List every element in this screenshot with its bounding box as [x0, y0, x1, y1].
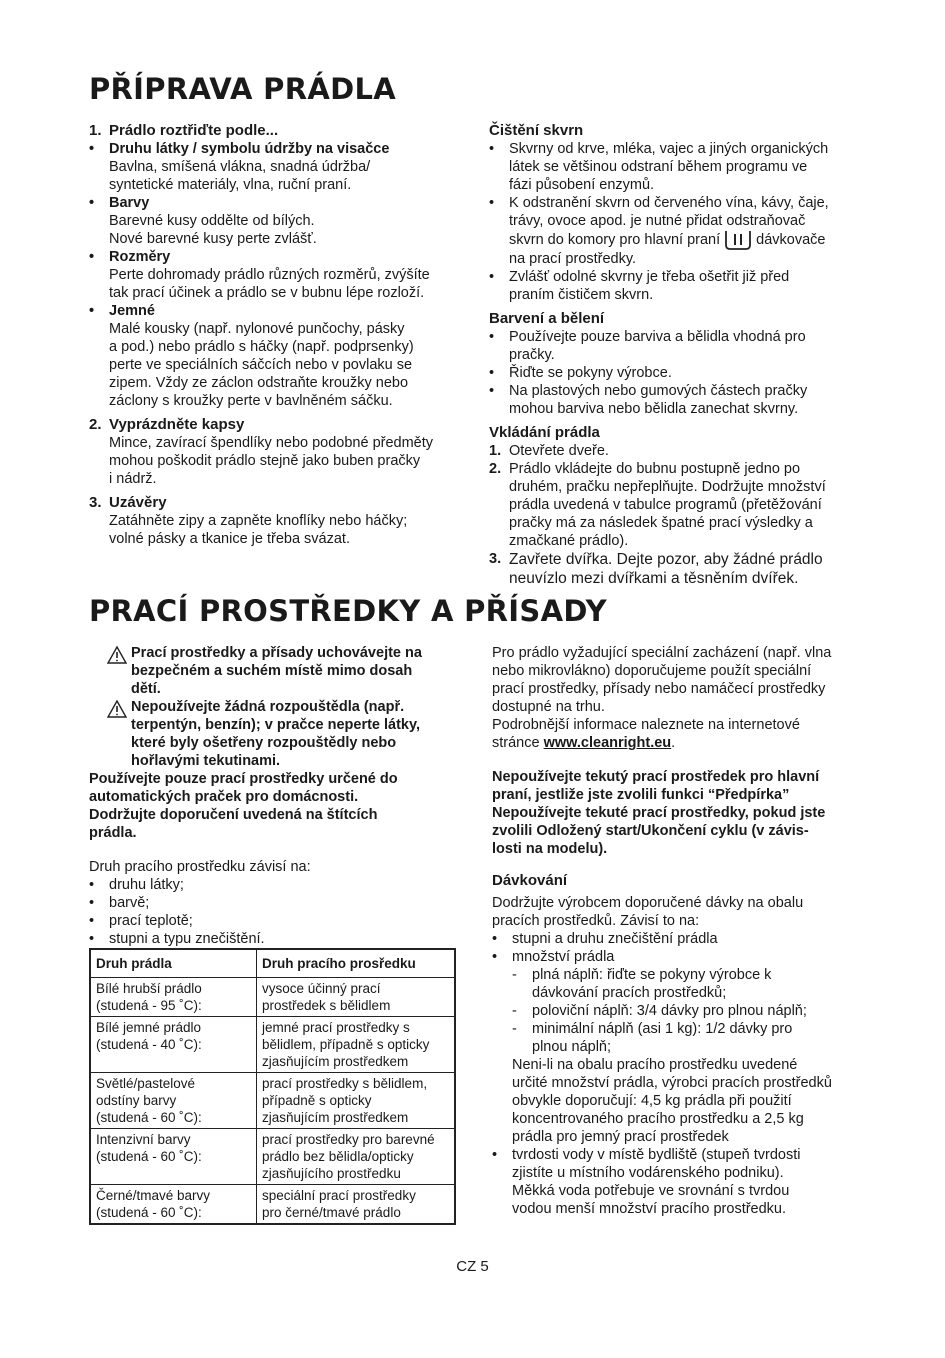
text-line: Nepoužívejte tekutý prací prostředek pro hlavní: [492, 769, 820, 785]
text-line: vodou menší množství pracího prostředku.: [512, 1201, 787, 1217]
table-cell: [257, 1073, 456, 1129]
text-line: trávy, ovoce apod. je nutné přidat odstraňovač: [509, 213, 806, 229]
list-item: • barvě;: [89, 895, 150, 911]
detergents-right-column: [492, 644, 864, 1218]
main-wash-compartment-icon: [724, 230, 752, 250]
warning-solvents: [89, 698, 459, 770]
table-cell: [90, 978, 257, 1017]
text-line: neuvízlo mezi dvířkami a těsněním dvířek.: [509, 570, 799, 587]
text-line: které byly ošetřeny rozpouštědly nebo: [131, 735, 397, 751]
text-line: poloviční náplň: 3/4 dávky pro plnou náplň;: [532, 1003, 807, 1019]
sub-list-item: - poloviční náplň: 3/4 dávky pro plnou náplň;: [492, 1002, 864, 1020]
page-number: CZ 5: [456, 1258, 489, 1275]
list-item: • množství prádla: [492, 949, 615, 965]
text-line: perte ve speciálních sáčcích nebo v povlaku se: [109, 357, 413, 373]
text-line: zjasňujícím prostředkem: [262, 1054, 409, 1069]
text-line: mohou poškodit prádlo stejně jako buben pračky: [109, 453, 421, 469]
text-line: zjistíte u místního vodárenského podniku).: [512, 1165, 784, 1181]
list-item: • Skvrny od krve, mléka, vajec a jiných organických látek se většinou odstraní během programu ve fázi působení enzymů.: [489, 140, 864, 194]
loading-heading: Vkládání prádla: [489, 424, 600, 441]
step-title-sort: Prádlo roztřiďte podle...: [109, 122, 279, 139]
table-cell: [257, 978, 456, 1017]
sub-list-item: - minimální náplň (asi 1 kg): 1/2 dávky pro plnou náplň;: [492, 1020, 864, 1056]
text-line: Mince, zavírací špendlíky nebo podobné předměty: [109, 435, 434, 451]
table-cell: [90, 1185, 257, 1225]
text-line: Bílé hrubší prádlo: [96, 981, 202, 996]
text-line: zjasňujícího prostředku: [262, 1166, 401, 1181]
list-item: • Rozměry Perte dohromady prádlo různých rozměrů, zvýšíte tak prací účinek a prádlo se v bubnu lépe rozloží.: [89, 248, 469, 302]
text-line: Nepoužívejte žádná rozpouštědla (např.: [131, 699, 405, 715]
text-line: záclony s kroužky perte v bavlněném sáčku.: [109, 393, 393, 409]
table-row: [90, 1185, 455, 1225]
text-line: Intenzivní barvy: [96, 1132, 191, 1147]
text-line: plnou náplň;: [532, 1039, 612, 1055]
text-line: Zavřete dvířka. Dejte pozor, aby žádné prádlo: [509, 551, 823, 568]
table-row: [90, 1017, 455, 1073]
pockets-text: [89, 434, 469, 488]
text-line: plná náplň: řiďte se pokyny výrobce k: [532, 967, 772, 983]
text-line: Barevné kusy oddělte od bílých.: [109, 213, 315, 229]
text-line: speciální prací prostředky: [262, 1188, 416, 1203]
table-row: [90, 978, 455, 1017]
table-header: Druh prádla: [90, 949, 257, 978]
text-line: praní, jestliže jste zvolili funkci “Předpírka”: [492, 787, 790, 803]
criterion-heading: Rozměry: [109, 249, 171, 265]
dosage-heading: Dávkování: [492, 872, 568, 889]
criterion-heading: Druhu látky / symbolu údržby na visačce: [109, 141, 390, 157]
text-line: Prádlo vkládejte do bubnu postupně jedno po: [509, 461, 801, 477]
text-line: automatických praček pro domácnosti.: [89, 789, 359, 805]
text-line: minimální náplň (asi 1 kg): 1/2 dávky pro: [532, 1021, 793, 1037]
text-line: Malé kousky (např. nylonové punčochy, pásky: [109, 321, 405, 337]
text-line: vysoce účinný prací: [262, 981, 381, 996]
text-line: Dodržujte doporučení uvedená na štítcích: [89, 807, 378, 823]
text-line: pro černé/tmavé prádlo: [262, 1205, 401, 1220]
laundry-prep-right-column: [489, 122, 864, 588]
table-cell: [257, 1129, 456, 1185]
warning-triangle-icon: [107, 646, 127, 664]
text-line: Neni-li na obalu pracího prostředku uvedené: [512, 1057, 798, 1073]
text-line: skvrn do komory pro hlavní praní dávkovače: [509, 230, 864, 250]
text-line: zipem. Vždy ze záclon odstraňte kroužky nebo: [109, 375, 409, 391]
cleanright-link[interactable]: www.cleanright.eu: [543, 735, 672, 751]
text-line: (studená - 95 ˚C):: [96, 998, 202, 1013]
list-item: • tvrdosti vody v místě bydliště (stupeň tvrdosti zjistíte u místního vodárenského podniku). Měkká voda potřebuje ve srovnání s tvrdou vodou menší množství pracího prostředku.: [492, 1146, 864, 1218]
section-title-laundry-prep: PŘÍPRAVA PRÁDLA: [89, 72, 396, 106]
text-line: (studená - 60 ˚C):: [96, 1149, 202, 1164]
text-line: K odstranění skvrn od červeného vína, kávy, čaje,: [509, 195, 829, 211]
text-line: Otevřete dveře.: [509, 443, 609, 459]
table-row: [90, 1073, 455, 1129]
section-title-detergents: PRACÍ PROSTŘEDKY A PŘÍSADY: [89, 594, 607, 628]
text-line: prádla.: [89, 825, 137, 841]
table-cell: [90, 1129, 257, 1185]
text-line: fázi působení enzymů.: [509, 177, 655, 193]
depends-list: [89, 876, 459, 948]
text-line: Bavlna, smíšená vlákna, snadná údržba/: [109, 159, 371, 175]
text-line: Perte dohromady prádlo různých rozměrů, zvýšíte: [109, 267, 430, 283]
dosage-note: [492, 1056, 864, 1146]
table-row: [90, 1129, 455, 1185]
table-header: Druh pracího prosředku: [257, 949, 456, 978]
text-line: i nádrž.: [109, 471, 157, 487]
dye-heading: Barvení a bělení: [489, 310, 605, 327]
step-title-closures: Uzávěry: [109, 494, 167, 511]
step-number: 3.: [89, 494, 102, 511]
list-item: • Zvlášť odolné skvrny je třeba ošetřit již před praním čističem skvrn.: [489, 268, 864, 304]
stains-heading: Čištění skvrn: [489, 122, 584, 139]
text-line: pračky.: [509, 347, 555, 363]
text-line: volné pásky a tkanice je třeba svázat.: [109, 531, 350, 547]
text-line: prádla pro jemný prací prostředek: [512, 1129, 729, 1145]
text-line: koncentrovaného pracího prostředku a 2,5 kg: [512, 1111, 804, 1127]
text-line: prací prostředky s bělidlem,: [262, 1076, 428, 1091]
text-line: dětí.: [131, 681, 161, 697]
text-line: prací prostředky pro barevné: [262, 1132, 435, 1147]
table-cell: [257, 1017, 456, 1073]
text-line: Zatáhněte zipy a zapněte knoflíky nebo háčky;: [109, 513, 408, 529]
list-item: 1. Otevřete dveře.: [489, 442, 864, 460]
text-line: Řiďte se pokyny výrobce.: [509, 365, 672, 381]
criterion-heading: Jemné: [109, 303, 155, 319]
text-line: zmačkané prádlo).: [509, 533, 629, 549]
text-line: prací prostředky, přísady nebo namáčecí prostředky: [492, 681, 826, 697]
text-line: Dodržujte výrobcem doporučené dávky na obalu: [492, 895, 804, 911]
text-line: praním čističem skvrn.: [509, 287, 654, 303]
text-line: látek se většinou odstraní během programu ve: [509, 159, 808, 175]
text-line: Světlé/pastelové: [96, 1076, 196, 1091]
text-line: pračky má za následek špatné prací výsledky a: [509, 515, 813, 531]
table-cell: [90, 1073, 257, 1129]
text-line: terpentýn, benzín); v pračce neperte látky,: [131, 717, 421, 733]
depends-intro: Druh pracího prostředku závisí na:: [89, 859, 311, 875]
list-item: 2. Prádlo vkládejte do bubnu postupně jedno po druhém, pračku nepřeplňujte. Dodržujte množství prádla uvedená v tabulce programů (přetěžování pračky má za následek špatné prací výsledky a zmačkané prádlo).: [489, 460, 864, 550]
text-line: losti na modelu).: [492, 841, 608, 857]
table-cell: [90, 1017, 257, 1073]
text-line: Skvrny od krve, mléka, vajec a jiných organických: [509, 141, 829, 157]
text-line: prádlo bez bělidla/opticky: [262, 1149, 414, 1164]
warning-triangle-icon: [107, 700, 127, 718]
text-line: nebo mikrovlákno) doporučujeme použít speciální: [492, 663, 812, 679]
text-line: obvykle doporučují: 4,5 kg prádla při použití: [512, 1093, 792, 1109]
text-line: Nové barevné kusy perte zvlášť.: [109, 231, 317, 247]
list-item: • stupni a typu znečištění.: [89, 931, 265, 947]
list-item: • Na plastových nebo gumových částech pračky mohou barviva nebo bělidla zanechat skvrny.: [489, 382, 864, 418]
text-line: Černé/tmavé barvy: [96, 1188, 211, 1203]
step-number: 2.: [89, 416, 102, 433]
text-line: jemné prací prostředky s: [262, 1020, 410, 1035]
warning-storage: [89, 644, 459, 698]
text-line: bezpečném a suchém místě mimo dosah: [131, 663, 413, 679]
special-care-text: [492, 644, 864, 716]
dosage-intro: [492, 894, 864, 930]
text-line: Zvlášť odolné skvrny je třeba ošetřit již před: [509, 269, 790, 285]
list-item: • Barvy Barevné kusy oddělte od bílých. Nové barevné kusy perte zvlášť.: [89, 194, 469, 248]
sort-criteria-list: [89, 140, 469, 410]
sub-list-item: - plná náplň: řiďte se pokyny výrobce k dávkování pracích prostředků;: [492, 966, 864, 1002]
liquid-detergent-warning: [492, 768, 864, 858]
list-item: • prací teplotě;: [89, 913, 193, 929]
text-line: prádla uvedená v tabulce programů (přetěžování: [509, 497, 822, 513]
text-line: syntetické materiály, vlna, ruční praní.: [109, 177, 352, 193]
text-line: Bílé jemné prádlo: [96, 1020, 202, 1035]
text-line: tak prací účinek a prádlo se v bubnu lépe rozloží.: [109, 285, 425, 301]
step-title-pockets: Vyprázdněte kapsy: [109, 416, 245, 433]
text-line: (studená - 60 ˚C):: [96, 1205, 202, 1220]
text-line: zvolili Odložený start/Ukončení cyklu (v závis-: [492, 823, 809, 839]
list-item: • druhu látky;: [89, 877, 184, 893]
text-line: (studená - 60 ˚C):: [96, 1110, 202, 1125]
text-line: na prací prostředky.: [509, 251, 637, 267]
text-line: bělidlem, případně s opticky: [262, 1037, 430, 1052]
text-line: prostředek s bělidlem: [262, 998, 391, 1013]
text-line: určité množství prádla, výrobci pracích prostředků: [512, 1075, 832, 1091]
text-line: pracích prostředků. Závisí to na:: [492, 913, 700, 929]
text-line: hořlavými tekutinami.: [131, 753, 281, 769]
detergent-usage-note: [89, 770, 459, 842]
text-line: mohou barviva nebo bělidla zanechat skvrny.: [509, 401, 799, 417]
dosage-sublist: [492, 966, 864, 1056]
text-line: Nepoužívejte tekuté prací prostředky, pokud jste: [492, 805, 826, 821]
list-item: • Řiďte se pokyny výrobce.: [489, 364, 864, 382]
list-item: • K odstranění skvrn od červeného vína, kávy, čaje, trávy, ovoce apod. je nutné přidat odstraňovač skvrn do komory pro hlavní praní dávkovače na prací prostředky.: [489, 194, 864, 268]
text-line: Používejte pouze prací prostředky určené do: [89, 771, 398, 787]
text-line: a pod.) nebo prádlo s háčky (např. podprsenky): [109, 339, 414, 355]
text-line: dostupné na trhu.: [492, 699, 605, 715]
list-item: • Používejte pouze barviva a bělidla vhodná pro pračky.: [489, 328, 864, 364]
detergents-left-column: [89, 644, 459, 948]
text-line: odstíny barvy: [96, 1093, 177, 1108]
text-line: Měkká voda potřebuje ve srovnání s tvrdou: [512, 1183, 790, 1199]
text-line: Prací prostředky a přísady uchovávejte na: [131, 645, 422, 661]
list-item: • Druhu látky / symbolu údržby na visačce Bavlna, smíšená vlákna, snadná údržba/ syntetické materiály, vlna, ruční praní.: [89, 140, 469, 194]
text-line: stránce www.cleanright.eu.: [492, 735, 676, 751]
text-line: zjasňujícím prostředkem: [262, 1110, 409, 1125]
text-line: případně s opticky: [262, 1093, 372, 1108]
table-cell: [257, 1185, 456, 1225]
list-item: • Jemné Malé kousky (např. nylonové punčochy, pásky a pod.) nebo prádlo s háčky (např. podprsenky) perte ve speciálních sáčcích nebo v povlaku se zipem. Vždy ze záclon odstraňte kroužky nebo záclony s kroužky perte v bavlněném sáčku.: [89, 302, 469, 410]
text-line: Pro prádlo vyžadující speciální zacházení (např. vlna: [492, 645, 832, 661]
text-line: Používejte pouze barviva a bělidla vhodná pro: [509, 329, 806, 345]
text-line: druhém, pračku nepřeplňujte. Dodržujte množství: [509, 479, 826, 495]
laundry-prep-left-column: [89, 122, 469, 548]
text-line: dávkování pracích prostředků;: [532, 985, 727, 1001]
text-line: Na plastových nebo gumových částech pračky: [509, 383, 808, 399]
detergent-table: [89, 948, 456, 1225]
text-line: Podrobnější informace naleznete na internetové: [492, 717, 800, 733]
text-line: tvrdosti vody v místě bydliště (stupeň tvrdosti: [512, 1147, 801, 1163]
text-line: (studená - 40 ˚C):: [96, 1037, 202, 1052]
closures-text: [89, 512, 469, 548]
list-item: 3. Zavřete dvířka. Dejte pozor, aby žádné prádlo neuvízlo mezi dvířkami a těsněním dvířek.: [489, 550, 864, 588]
step-number: 1.: [89, 122, 102, 139]
criterion-heading: Barvy: [109, 195, 150, 211]
list-item: • stupni a druhu znečištění prádla: [492, 931, 718, 947]
